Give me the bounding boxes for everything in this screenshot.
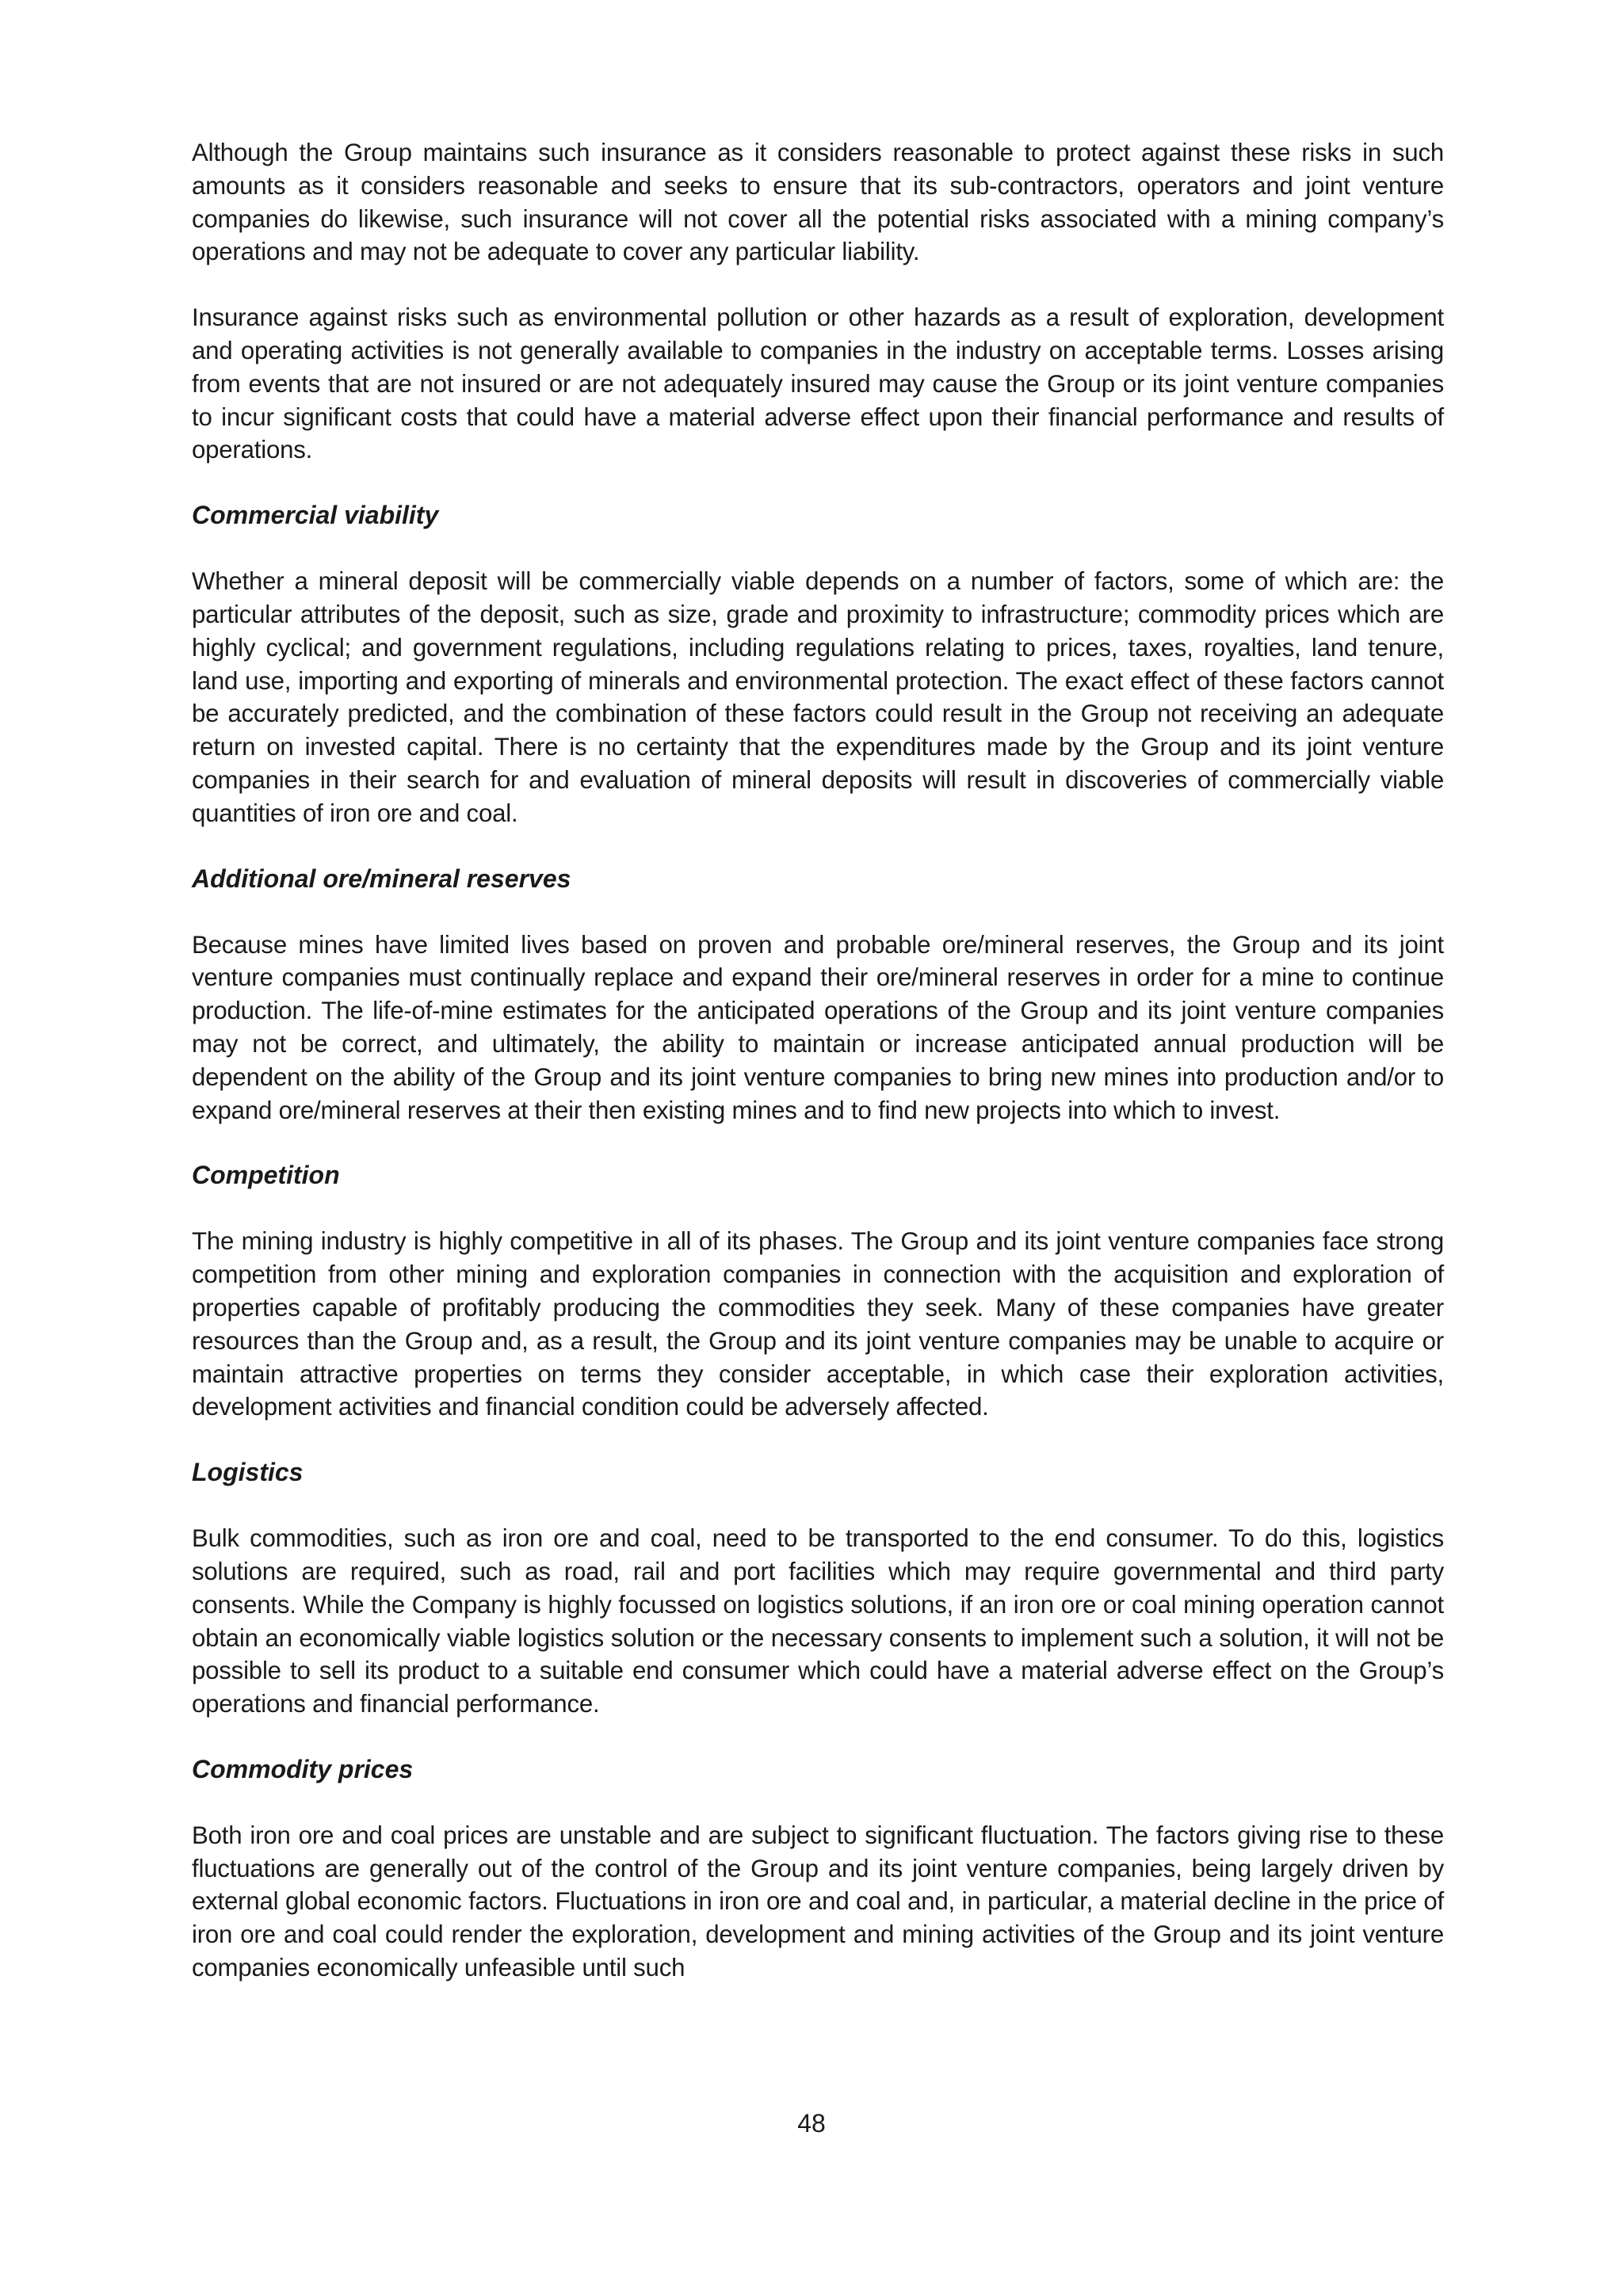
document-body xyxy=(192,136,1444,2017)
competition-paragraph: The mining industry is highly competitive in all of its phases. The Group and its joint venture companies face strong competition from other mining and exploration companies in connection with the acquisition and exploration of properties capable of profitably producing the commodities they seek. Many of these companies have greater resources than the Group and, as a result, the Group and its joint venture companies may be unable to acquire or maintain attractive properties on terms they consider acceptable, in which case their exploration activities, development activities and financial condition could be adversely affected. xyxy=(192,1227,1444,1421)
insurance-risks-paragraph: Insurance against risks such as environmental pollution or other hazards as a result of exploration, development and operating activities is not generally available to companies in the industry on acceptable terms. Losses arising from events that are not insured or are not adequately insured may cause the Group or its joint venture companies to incur significant costs that could have a material adverse effect upon their financial performance and results of operations. xyxy=(192,303,1444,464)
additional-reserves-heading: Additional ore/mineral reserves xyxy=(192,864,571,893)
logistics-paragraph: Bulk commodities, such as iron ore and coal, need to be transported to the end consumer. To do this, logistics solutions are required, such as road, rail and port facilities which may require governmental and third party consents. While the Company is highly focussed on logistics solutions, if an iron ore or coal mining operation cannot obtain an economically viable logistics solution or the necessary consents to implement such a solution, it will not be possible to sell its product to a suitable end consumer which could have a material adverse effect on the Group’s operations and financial performance. xyxy=(192,1524,1444,1718)
logistics-heading: Logistics xyxy=(192,1458,304,1487)
insurance-paragraph: Although the Group maintains such insurance as it considers reasonable to protect against these risks in such amounts as it considers reasonable and seeks to ensure that its sub-contractors, operators and joint venture companies do likewise, such insurance will not cover all the potential risks associated with a mining company’s operations and may not be adequate to cover any particular liability. xyxy=(192,139,1444,266)
additional-reserves-paragraph: Because mines have limited lives based on proven and probable ore/mineral reserves, the Group and its joint venture companies must continually replace and expand their ore/mineral reserves in order for a mine to continue production. The life-of-mine estimates for the anticipated operations of the Group and its joint venture companies may not be correct, and ultimately, the ability to maintain or increase anticipated annual production will be dependent on the ability of the Group and its joint venture companies to bring new mines into production and/or to expand ore/mineral reserves at their then existing mines and to find new projects into which to invest. xyxy=(192,930,1444,1124)
commercial-viability-heading: Commercial viability xyxy=(192,501,439,530)
commercial-viability-paragraph: Whether a mineral deposit will be commercially viable depends on a number of factors, some of which are: the particular attributes of the deposit, such as size, grade and proximity to infrastructure; commodity prices which are highly cyclical; and government regulations, including regulations relating to prices, taxes, royalties, land tenure, land use, importing and exporting of minerals and environmental protection. The exact effect of these factors cannot be accurately predicted, and the combination of these factors could result in the Group not receiving an adequate return on invested capital. There is no certainty that the expenditures made by the Group and its joint venture companies in their search for and evaluation of mineral deposits will result in discoveries of commercially viable quantities of iron ore and coal. xyxy=(192,567,1444,827)
commodity-prices-paragraph: Both iron ore and coal prices are unstable and are subject to significant fluctuation. The factors giving rise to these fluctuations are generally out of the control of the Group and its joint venture companies, being largely driven by external global economic factors. Fluctuations in iron ore and coal and, in particular, a material decline in the price of iron ore and coal could render the exploration, development and mining activities of the Group and its joint venture companies economically unfeasible until such xyxy=(192,1821,1444,1982)
page-number: 48 xyxy=(797,2109,826,2138)
commodity-prices-heading: Commodity prices xyxy=(192,1754,414,1783)
competition-heading: Competition xyxy=(192,1161,340,1190)
